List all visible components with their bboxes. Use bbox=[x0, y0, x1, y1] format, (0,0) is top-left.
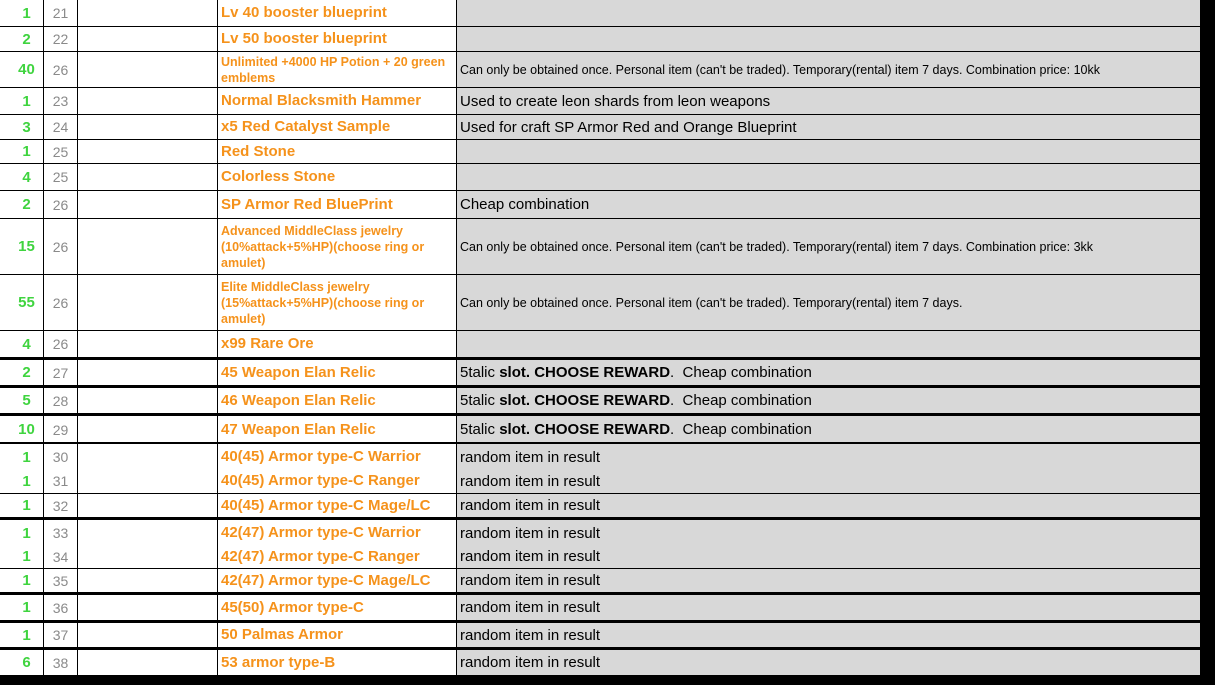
description-bold: slot. CHOOSE REWARD bbox=[499, 392, 671, 409]
table-row bbox=[0, 569, 1200, 593]
index-cell: 25 bbox=[44, 164, 78, 191]
description-suffix: . Cheap combination bbox=[670, 364, 812, 381]
quantity-cell: 1 bbox=[0, 623, 44, 648]
description-cell: Can only be obtained once. Personal item (can't be traded). Temporary(rental) item 7 days. Combination price: 3kk bbox=[457, 219, 1200, 275]
quantity-cell: 4 bbox=[0, 331, 44, 358]
description-prefix: 5talic bbox=[460, 421, 500, 438]
empty-cell bbox=[78, 275, 218, 331]
empty-cell bbox=[78, 545, 218, 569]
description-bold: slot. CHOOSE REWARD bbox=[499, 421, 671, 438]
description-prefix: 5talic bbox=[460, 392, 500, 409]
empty-cell bbox=[78, 52, 218, 88]
empty-cell bbox=[78, 569, 218, 593]
quantity-cell: 1 bbox=[0, 595, 44, 621]
empty-cell bbox=[78, 623, 218, 648]
item-name-cell: 45 Weapon Elan Relic bbox=[218, 360, 457, 386]
item-name-cell: Normal Blacksmith Hammer bbox=[218, 88, 457, 115]
item-name-cell: 45(50) Armor type-C bbox=[218, 595, 457, 621]
item-name-cell: x99 Rare Ore bbox=[218, 331, 457, 358]
description-cell: random item in result bbox=[457, 569, 1200, 593]
empty-cell bbox=[78, 360, 218, 386]
quantity-cell: 1 bbox=[0, 88, 44, 115]
table-row bbox=[0, 414, 1200, 444]
empty-cell bbox=[78, 520, 218, 547]
table-row bbox=[0, 219, 1200, 275]
index-cell: 26 bbox=[44, 331, 78, 358]
table-row bbox=[0, 331, 1200, 358]
description-cell: random item in result bbox=[457, 650, 1200, 676]
index-cell: 26 bbox=[44, 219, 78, 275]
empty-cell bbox=[78, 469, 218, 494]
quantity-cell: 4 bbox=[0, 164, 44, 191]
description-suffix: . Cheap combination bbox=[670, 421, 812, 438]
quantity-cell: 1 bbox=[0, 140, 44, 164]
quantity-cell: 55 bbox=[0, 275, 44, 331]
description-cell: Cheap combination bbox=[457, 191, 1200, 219]
index-cell: 33 bbox=[44, 520, 78, 547]
index-cell: 32 bbox=[44, 494, 78, 518]
item-name-cell: 40(45) Armor type-C Warrior bbox=[218, 444, 457, 471]
description-cell: random item in result bbox=[457, 595, 1200, 621]
description-cell: random item in result bbox=[457, 469, 1200, 494]
item-name-cell: 42(47) Armor type-C Warrior bbox=[218, 520, 457, 547]
table-row bbox=[0, 386, 1200, 414]
empty-cell bbox=[78, 27, 218, 52]
empty-cell bbox=[78, 331, 218, 358]
index-cell: 21 bbox=[44, 0, 78, 27]
quantity-cell: 1 bbox=[0, 469, 44, 494]
item-name-cell: Lv 50 booster blueprint bbox=[218, 27, 457, 52]
index-cell: 35 bbox=[44, 569, 78, 593]
description-cell bbox=[457, 360, 1200, 386]
description-cell bbox=[457, 416, 1200, 444]
table-row bbox=[0, 518, 1200, 547]
index-cell: 23 bbox=[44, 88, 78, 115]
quantity-cell: 6 bbox=[0, 650, 44, 676]
description-cell bbox=[457, 27, 1200, 52]
table-row bbox=[0, 164, 1200, 191]
empty-cell bbox=[78, 0, 218, 27]
empty-cell bbox=[78, 219, 218, 275]
quantity-cell: 1 bbox=[0, 494, 44, 518]
table-row bbox=[0, 648, 1200, 676]
quantity-cell: 3 bbox=[0, 115, 44, 140]
index-cell: 26 bbox=[44, 275, 78, 331]
empty-cell bbox=[78, 115, 218, 140]
index-cell: 29 bbox=[44, 416, 78, 444]
item-name-cell: x5 Red Catalyst Sample bbox=[218, 115, 457, 140]
quantity-cell: 5 bbox=[0, 388, 44, 414]
index-cell: 25 bbox=[44, 140, 78, 164]
description-cell bbox=[457, 140, 1200, 164]
item-name-cell: 47 Weapon Elan Relic bbox=[218, 416, 457, 444]
description-cell bbox=[457, 388, 1200, 414]
table-row bbox=[0, 52, 1200, 88]
item-name-cell: 50 Palmas Armor bbox=[218, 623, 457, 648]
table-row bbox=[0, 358, 1200, 386]
table-row bbox=[0, 191, 1200, 219]
item-name-cell: Advanced MiddleClass jewelry (10%attack+5%HP)(choose ring or amulet) bbox=[218, 219, 457, 275]
item-name-cell: Unlimited +4000 HP Potion + 20 green emblems bbox=[218, 52, 457, 88]
description-cell bbox=[457, 331, 1200, 358]
description-cell: Used to create leon shards from leon weapons bbox=[457, 88, 1200, 115]
table-row bbox=[0, 275, 1200, 331]
item-name-cell: 53 armor type-B bbox=[218, 650, 457, 676]
index-cell: 31 bbox=[44, 469, 78, 494]
empty-cell bbox=[78, 88, 218, 115]
index-cell: 38 bbox=[44, 650, 78, 676]
item-name-cell: Lv 40 booster blueprint bbox=[218, 0, 457, 27]
item-name-cell: 42(47) Armor type-C Ranger bbox=[218, 545, 457, 569]
quantity-cell: 40 bbox=[0, 52, 44, 88]
item-name-cell: Elite MiddleClass jewelry (15%attack+5%HP)(choose ring or amulet) bbox=[218, 275, 457, 331]
quantity-cell: 1 bbox=[0, 545, 44, 569]
quantity-cell: 1 bbox=[0, 569, 44, 593]
description-cell: Can only be obtained once. Personal item (can't be traded). Temporary(rental) item 7 days. Combination price: 10kk bbox=[457, 52, 1200, 88]
empty-cell bbox=[78, 140, 218, 164]
table-row bbox=[0, 621, 1200, 648]
empty-cell bbox=[78, 191, 218, 219]
quantity-cell: 2 bbox=[0, 191, 44, 219]
table-row bbox=[0, 88, 1200, 115]
description-bold: slot. CHOOSE REWARD bbox=[499, 364, 671, 381]
table-row bbox=[0, 27, 1200, 52]
index-cell: 27 bbox=[44, 360, 78, 386]
item-name-cell: 40(45) Armor type-C Mage/LC bbox=[218, 494, 457, 518]
quantity-cell: 2 bbox=[0, 360, 44, 386]
description-cell bbox=[457, 164, 1200, 191]
table-row bbox=[0, 140, 1200, 164]
table-row bbox=[0, 494, 1200, 518]
quantity-cell: 15 bbox=[0, 219, 44, 275]
empty-cell bbox=[78, 494, 218, 518]
quantity-cell: 10 bbox=[0, 416, 44, 444]
index-cell: 26 bbox=[44, 191, 78, 219]
index-cell: 26 bbox=[44, 52, 78, 88]
description-cell: random item in result bbox=[457, 444, 1200, 471]
description-cell: Used for craft SP Armor Red and Orange Blueprint bbox=[457, 115, 1200, 140]
description-prefix: 5talic bbox=[460, 364, 500, 381]
item-name-cell: 46 Weapon Elan Relic bbox=[218, 388, 457, 414]
quantity-cell: 1 bbox=[0, 444, 44, 471]
table-row bbox=[0, 442, 1200, 471]
quantity-cell: 1 bbox=[0, 0, 44, 27]
index-cell: 24 bbox=[44, 115, 78, 140]
empty-cell bbox=[78, 650, 218, 676]
description-cell: random item in result bbox=[457, 520, 1200, 547]
index-cell: 34 bbox=[44, 545, 78, 569]
index-cell: 36 bbox=[44, 595, 78, 621]
item-name-cell: 40(45) Armor type-C Ranger bbox=[218, 469, 457, 494]
table-row bbox=[0, 115, 1200, 140]
description-cell: random item in result bbox=[457, 494, 1200, 518]
table-row bbox=[0, 0, 1200, 27]
item-name-cell: Colorless Stone bbox=[218, 164, 457, 191]
index-cell: 30 bbox=[44, 444, 78, 471]
empty-cell bbox=[78, 595, 218, 621]
empty-cell bbox=[78, 164, 218, 191]
table-row bbox=[0, 469, 1200, 494]
index-cell: 28 bbox=[44, 388, 78, 414]
item-name-cell: Red Stone bbox=[218, 140, 457, 164]
empty-cell bbox=[78, 416, 218, 444]
table-row bbox=[0, 593, 1200, 621]
index-cell: 37 bbox=[44, 623, 78, 648]
item-name-cell: SP Armor Red BluePrint bbox=[218, 191, 457, 219]
index-cell: 22 bbox=[44, 27, 78, 52]
description-cell: random item in result bbox=[457, 545, 1200, 569]
description-suffix: . Cheap combination bbox=[670, 392, 812, 409]
item-name-cell: 42(47) Armor type-C Mage/LC bbox=[218, 569, 457, 593]
description-cell: random item in result bbox=[457, 623, 1200, 648]
quantity-cell: 2 bbox=[0, 27, 44, 52]
empty-cell bbox=[78, 388, 218, 414]
description-cell: Can only be obtained once. Personal item (can't be traded). Temporary(rental) item 7 days. bbox=[457, 275, 1200, 331]
quantity-cell: 1 bbox=[0, 520, 44, 547]
empty-cell bbox=[78, 444, 218, 471]
table-row bbox=[0, 545, 1200, 569]
description-cell bbox=[457, 0, 1200, 27]
